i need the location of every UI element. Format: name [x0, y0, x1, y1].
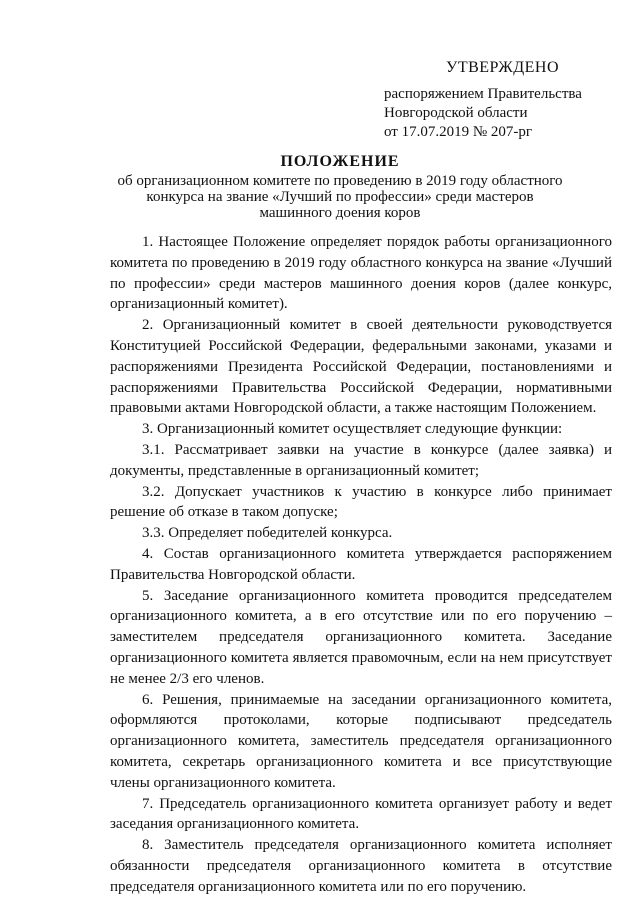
document-subtitle: об организационном комитете по проведению в 2019 году областного конкурса на звание «Лучший по профессии» среди мастеров машинного доения коров [117, 173, 563, 221]
paragraph-2: 2. Организационный комитет в своей деятельности руководствуется Конституцией Российской Федерации, федеральными законами, указами и распоряжениями Президента Российской Федерации, постановлениями и распоряжениями Правительства Российской Федерации, нормативными правовыми актами Новгородской области, а также настоящим Положением. [110, 317, 612, 417]
approval-line-1: распоряжением Правительства [384, 86, 582, 102]
paragraph-3-3: 3.3. Определяет победителей конкурса. [142, 525, 393, 542]
paragraph-3: 3. Организационный комитет осуществляет следующие функции: [142, 421, 563, 438]
paragraph-6: 6. Решения, принимаемые на заседании организационного комитета, оформляются протоколами, которые подписывают председатель организационного комитета, заместитель председателя организационного комитета, секретарь организационного комитета и все присутствующие члены организационного комитета. [110, 691, 612, 791]
document-title: ПОЛОЖЕНИЕ [280, 153, 400, 170]
approval-stamp: УТВЕРЖДЕНО [446, 59, 560, 76]
title-block [110, 153, 570, 221]
approval-line-3: от 17.07.2019 № 207-рг [384, 124, 533, 140]
paragraph-5: 5. Заседание организационного комитета проводится председателем организационного комитета, а в его отсутствие или по его поручению – заместителем председателя организационного комитета. Заседание организационного комитета является правомочным, если на нем присутствует не менее 2/3 его членов. [110, 587, 612, 687]
paragraph-3-2: 3.2. Допускает участников к участию в конкурсе либо принимает решение об отказе в таком допуске; [110, 483, 612, 521]
paragraph-8: 8. Заместитель председателя организационного комитета исполняет обязанности председателя организационного комитета в отсутствие председателя организационного комитета или по его поручению. [110, 837, 612, 895]
paragraph-4: 4. Состав организационного комитета утверждается распоряжением Правительства Новгородской области. [110, 545, 612, 583]
document-body [110, 232, 612, 898]
paragraph-3-1: 3.1. Рассматривает заявки на участие в конкурсе (далее заявка) и документы, представленные в организационный комитет; [110, 441, 612, 479]
paragraph-7: 7. Председатель организационного комитета организует работу и ведет заседания организационного комитета. [110, 795, 612, 833]
paragraph-1: 1. Настоящее Положение определяет порядок работы организационного комитета по проведению в 2019 году областного конкурса на звание «Лучший по профессии» среди мастеров машинного доения коров (далее конкурс, организационный комитет). [110, 234, 612, 313]
approval-block [384, 58, 582, 142]
approval-line-2: Новгородской области [384, 105, 528, 121]
